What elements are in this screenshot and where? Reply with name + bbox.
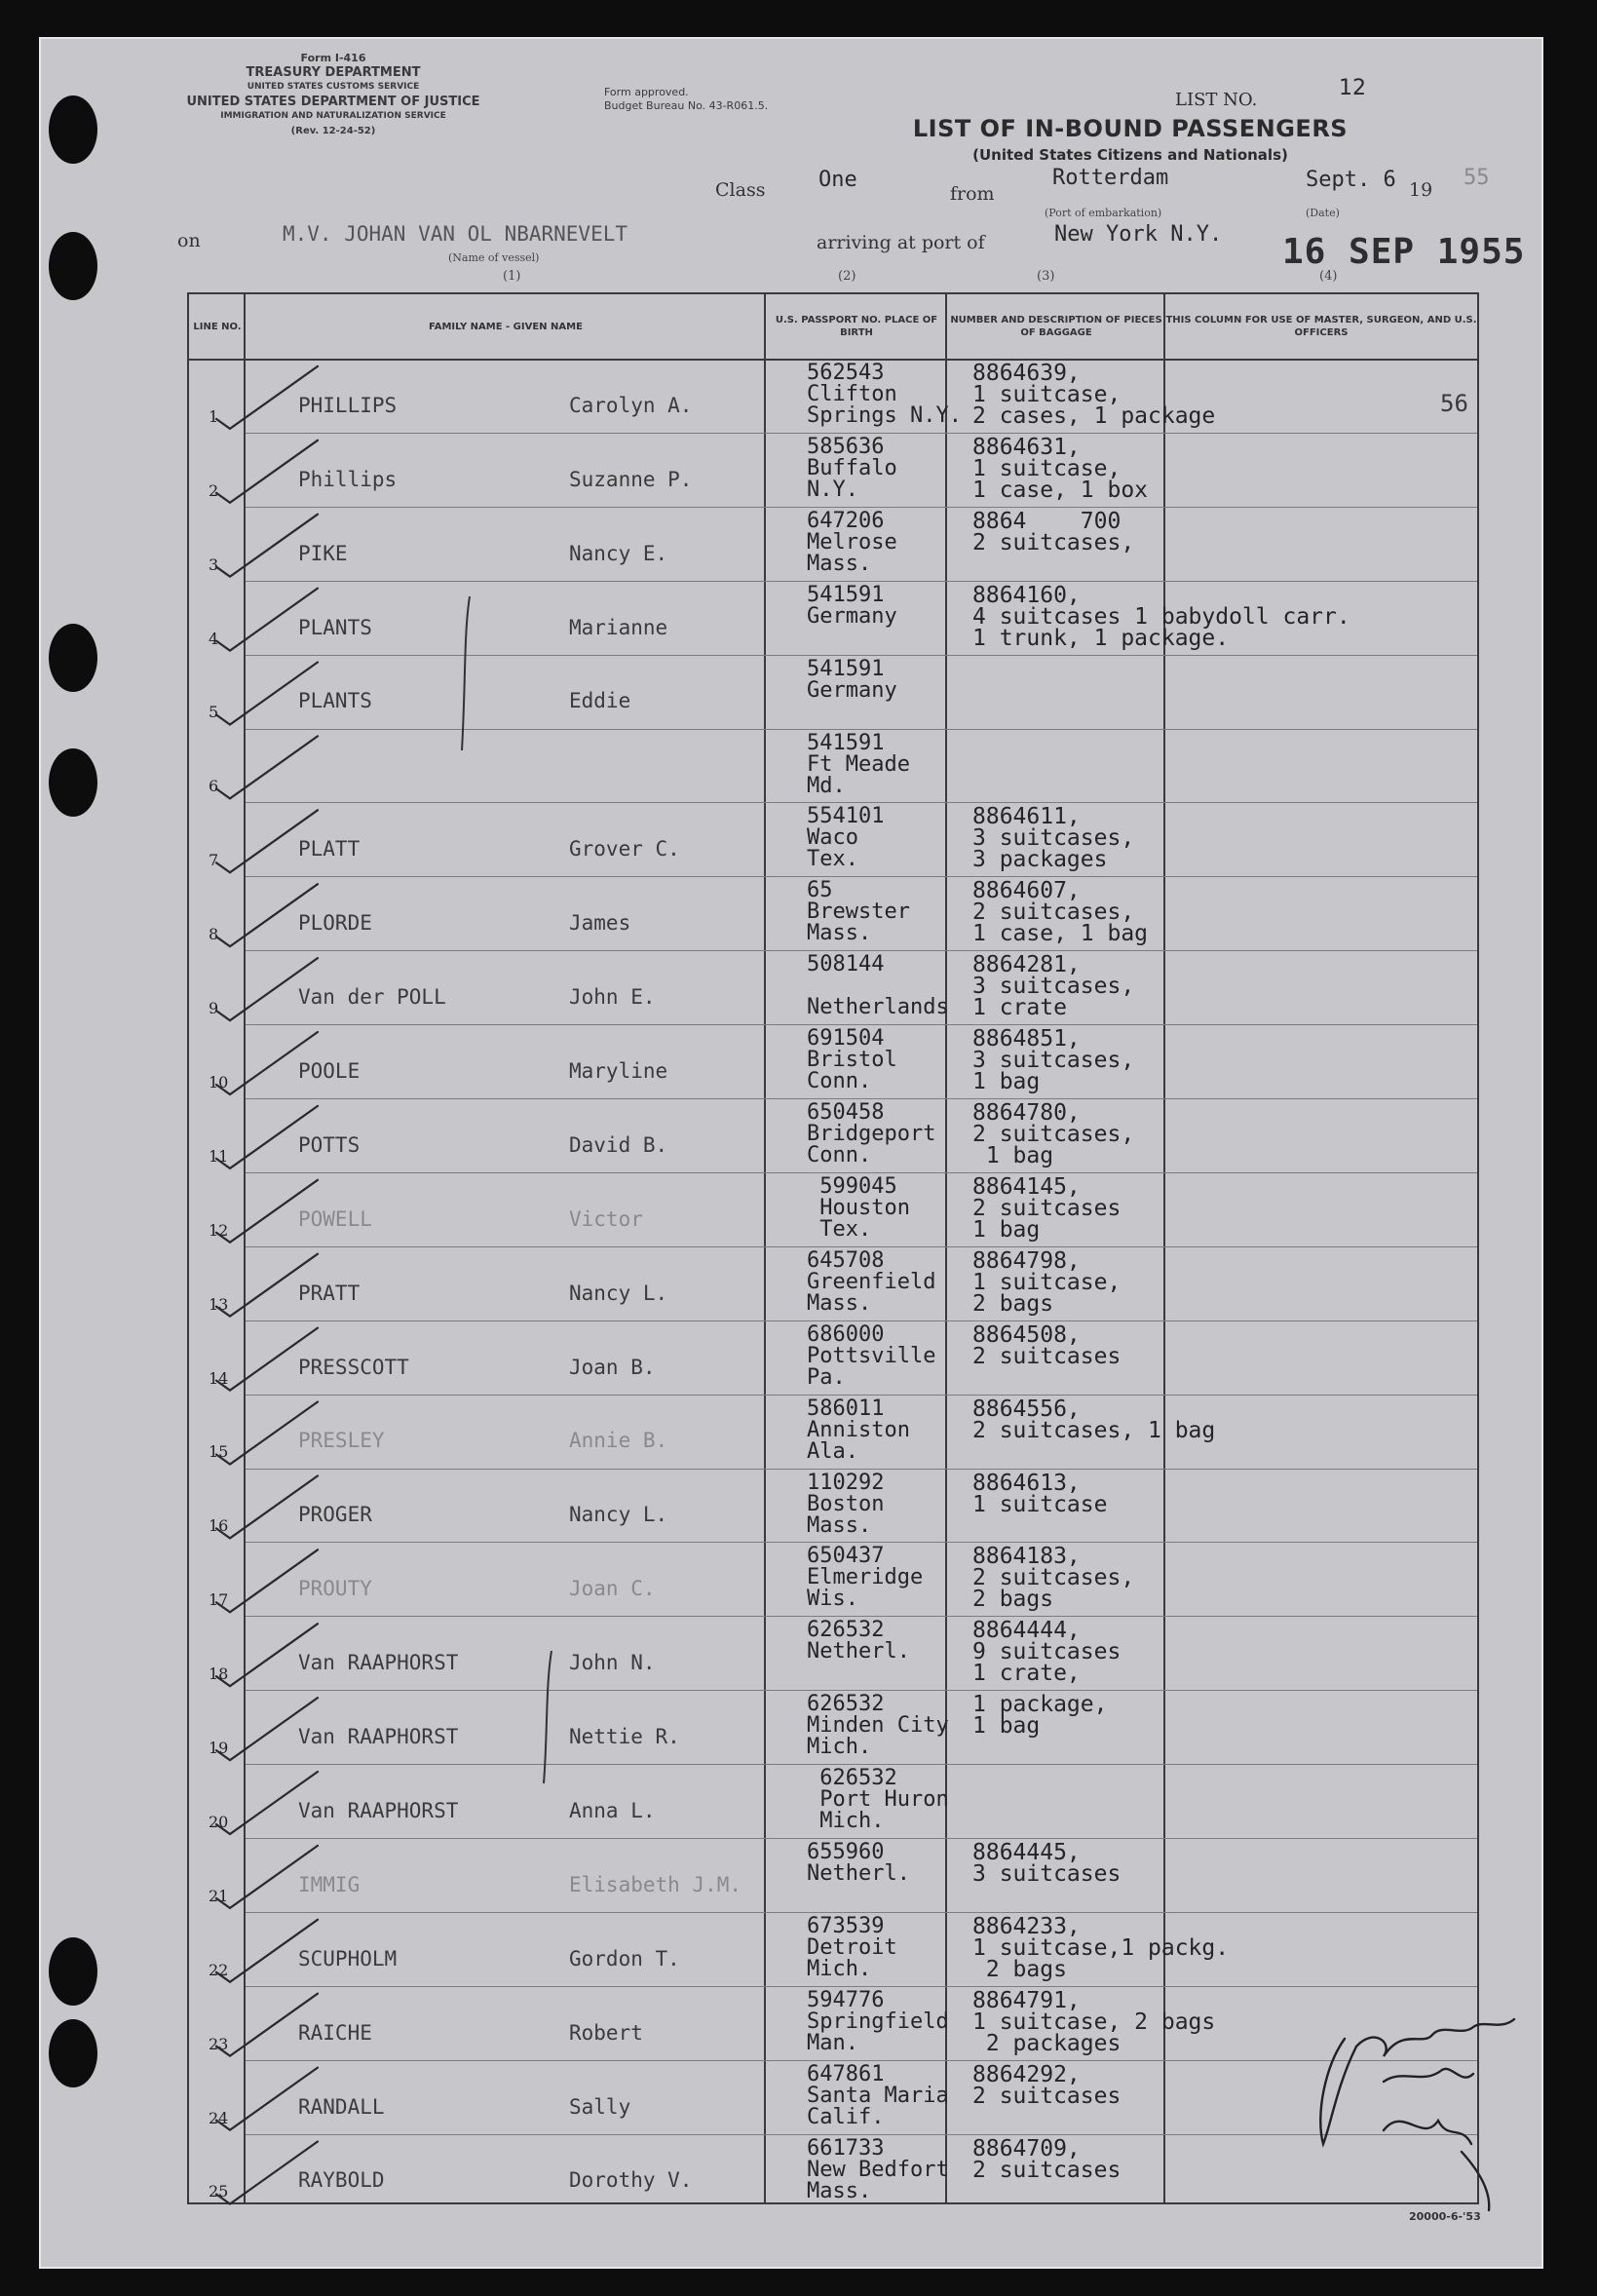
line-number: 16 [209,1516,229,1536]
line-number: 24 [209,2108,229,2127]
passport-birthplace: 599045 Houston Tex. [819,1173,910,1242]
given-name: Grover C. [569,837,680,861]
header-baggage: NUMBER AND DESCRIPTION OF PIECES OF BAGGAGE [950,315,1162,338]
baggage-description: 8864 700 2 suitcases, [972,508,1135,555]
baggage-description: 8864791, 1 suitcase, 2 bags 2 packages [972,1987,1216,2056]
line-number: 12 [209,1220,229,1240]
baggage-description: 8864611, 3 suitcases, 3 packages [972,804,1135,873]
family-name: Van RAAPHORST [298,1725,459,1749]
passport-birthplace: 691504 Bristol Conn. [807,1026,897,1094]
check-mark [216,1402,318,1465]
passport-birthplace: 594776 Springfield Man. [807,1987,949,2055]
line-number: 6 [209,777,219,796]
check-mark [216,1032,318,1094]
baggage-description: 8864613, 1 suitcase [972,1470,1108,1517]
given-name: Elisabeth J.M. [569,1872,742,1896]
given-name: Carolyn A. [569,393,693,417]
line-number: 3 [209,555,219,574]
check-mark [216,1624,318,1686]
check-mark [216,1550,318,1612]
family-name: PLANTS [298,689,372,713]
family-name: Van der POLL [298,985,446,1010]
document-subtitle: (United States Citizens and Nationals) [972,146,1288,164]
vessel-caption: (Name of vessel) [448,251,540,264]
passport-birthplace: 508144 Netherlands [807,952,949,1020]
date-caption: (Date) [1306,207,1340,219]
baggage-description: 8864639, 1 suitcase, 2 cases, 1 package [972,361,1216,429]
family-name: PLATT [298,837,361,861]
passport-birthplace: 647861 Santa Maria Calif. [807,2061,949,2129]
line-number: 19 [209,1739,229,1758]
family-name: RANDALL [298,2094,385,2119]
check-mark [216,810,318,872]
family-name: Van RAAPHORST [298,1798,459,1822]
check-mark [216,1254,318,1317]
given-name: Maryline [569,1058,668,1083]
inspector-signature [1320,2019,1514,2210]
list-no-label: LIST NO. [1175,90,1258,110]
column-number: (1) [503,269,521,284]
passport-birthplace: 647206 Melrose Mass. [807,508,897,576]
baggage-description: 8864281, 3 suitcases, 1 crate [972,952,1135,1021]
line-number: 20 [209,1812,229,1831]
check-mark [216,663,318,725]
given-name: Victor [569,1206,643,1231]
header-name: FAMILY NAME - GIVEN NAME [429,321,583,332]
check-mark [216,958,318,1020]
given-name: Anna L. [569,1798,656,1822]
given-name: Annie B. [569,1429,668,1453]
class-value: One [818,168,857,192]
family-name: Van RAAPHORST [298,1651,459,1675]
form-footer: 20000-6-'53 [1409,2210,1481,2223]
baggage-description: 8864631, 1 suitcase, 1 case, 1 box [972,434,1149,503]
customs-service: UNITED STATES CUSTOMS SERVICE [247,82,420,92]
check-mark [216,1328,318,1391]
year-label: 19 [1409,179,1433,201]
treasury-dept: TREASURY DEPARTMENT [246,65,421,80]
baggage-description: 8864780, 2 suitcases, 1 bag [972,1100,1135,1168]
family-name: POOLE [298,1058,361,1083]
passport-birthplace: 650437 Elmeridge Wis. [807,1544,924,1612]
given-name: Sally [569,2094,631,2119]
passport-birthplace: 586011 Anniston Ala. [807,1396,910,1464]
baggage-description: 8864798, 1 suitcase, 2 bags [972,1247,1122,1317]
arrival-port: New York N.Y. [1054,222,1223,247]
line-number: 2 [209,480,219,500]
port-of-embarkation: Rotterdam [1052,166,1169,190]
arrival-date-stamp: 16 SEP 1955 [1282,232,1526,272]
ins-service: IMMIGRATION AND NATURALIZATION SERVICE [220,111,446,121]
line-number: 7 [209,851,219,870]
header-passport: U.S. PASSPORT NO. PLACE OF BIRTH [775,315,938,338]
line-number: 15 [209,1442,229,1462]
given-name: David B. [569,1132,668,1157]
passport-birthplace: 655960 Netherl. [807,1840,910,1886]
line-number: 14 [209,1368,229,1388]
given-name: Joan C. [569,1577,656,1601]
check-mark [216,1106,318,1168]
passport-birthplace: 110292 Boston Mass. [807,1470,885,1538]
baggage-description: 8864709, 2 suitcases [972,2135,1122,2183]
passport-birthplace: 65 Brewster Mass. [807,878,910,946]
line-number: 9 [209,999,219,1018]
list-no-value: 12 [1339,76,1366,100]
family-name: PLORDE [298,911,372,936]
passport-birthplace: 661733 New Bedfort Mass. [807,2135,949,2203]
line-number: 23 [209,2034,229,2053]
passport-birthplace: 626532 Port Huron Mich. [819,1766,949,1834]
column-number: (3) [1037,269,1055,284]
form-id: Form I-416 [300,52,366,64]
line-number: 22 [209,1960,229,1979]
line-number: 10 [209,1072,229,1091]
family-name: IMMIG [298,1872,361,1896]
check-mark [216,1846,318,1908]
form-revision: (Rev. 12-24-52) [290,126,376,136]
baggage-description: 8864233, 1 suitcase,1 packg. 2 bags [972,1913,1230,1982]
officer-note: 56 [1440,390,1468,417]
document-title: LIST OF IN-BOUND PASSENGERS [912,115,1349,142]
given-name: Robert [569,2020,643,2045]
given-name: Nancy L. [569,1503,668,1527]
passport-birthplace: 541591 Germany [807,656,897,703]
justice-dept: UNITED STATES DEPARTMENT OF JUSTICE [186,95,480,109]
given-name: John E. [569,985,656,1010]
check-mark [216,515,318,577]
family-name: PRESSCOTT [298,1355,409,1379]
check-mark [216,736,318,798]
column-number: (2) [838,269,856,284]
given-name: Nettie R. [569,1725,680,1749]
check-mark [216,1475,318,1538]
family-name: PLANTS [298,615,372,639]
passport-birthplace: 626532 Minden City Mich. [807,1692,949,1760]
check-mark [216,1180,318,1243]
departure-date: Sept. 6 [1306,168,1396,192]
family-name: POWELL [298,1206,372,1231]
family-name: RAYBOLD [298,2168,385,2193]
check-mark [216,366,318,429]
check-mark [216,1920,318,1982]
vessel-name: M.V. JOHAN VAN OL NBARNEVELT [283,222,628,246]
passport-birthplace: 626532 Netherl. [807,1618,910,1665]
baggage-description: 8864292, 2 suitcases [972,2061,1122,2109]
line-number: 5 [209,703,219,722]
family-name: PIKE [298,541,348,565]
check-mark [216,1698,318,1760]
check-mark [216,884,318,946]
line-number: 18 [209,1665,229,1684]
given-name: Nancy E. [569,541,668,565]
family-name: PHILLIPS [298,393,398,417]
baggage-description: 8864445, 3 suitcases [972,1840,1122,1887]
family-name: PROUTY [298,1577,372,1601]
class-label: Class [715,179,766,201]
given-name: Joan B. [569,1355,656,1379]
arriving-label: arriving at port of [817,232,985,253]
budget-bureau-text: Budget Bureau No. 43-R061.5. [604,99,769,112]
passport-birthplace: 650458 Bridgeport Conn. [807,1100,936,1167]
passport-birthplace: 541591 Ft Meade Md. [807,730,910,798]
passport-birthplace: 541591 Germany [807,582,897,629]
given-name: Nancy L. [569,1281,668,1305]
family-name: POTTS [298,1132,361,1157]
header-line-no: LINE NO. [193,321,242,332]
baggage-description: 8864145, 2 suitcases 1 bag [972,1173,1122,1243]
check-mark [216,2142,318,2204]
passport-birthplace: 645708 Greenfield Mass. [807,1247,936,1316]
baggage-description: 1 package, 1 bag [972,1692,1108,1740]
family-name: PROGER [298,1503,372,1527]
family-name: Phillips [298,467,398,491]
check-mark [216,1994,318,2056]
header-officers: THIS COLUMN FOR USE OF MASTER, SURGEON, AND U.S. OFFICERS [1165,315,1477,338]
passport-birthplace: 562543 Clifton Springs N.Y. [807,361,962,428]
family-name: SCUPHOLM [298,1946,398,1971]
port-embark-caption: (Port of embarkation) [1045,207,1162,219]
check-mark [216,1772,318,1834]
given-name: James [569,911,631,936]
baggage-description: 8864508, 2 suitcases [972,1321,1122,1369]
given-name: Eddie [569,689,631,713]
line-number: 4 [209,629,219,648]
family-name: PRATT [298,1281,361,1305]
from-label: from [950,183,995,205]
passport-birthplace: 686000 Pottsville Pa. [807,1321,936,1390]
given-name: Gordon T. [569,1946,680,1971]
baggage-description: 8864556, 2 suitcases, 1 bag [972,1396,1216,1443]
passport-birthplace: 673539 Detroit Mich. [807,1913,897,1981]
column-number: (4) [1319,269,1338,284]
passport-birthplace: 585636 Buffalo N.Y. [807,434,897,502]
line-number: 1 [209,406,219,426]
baggage-description: 8864607, 2 suitcases, 1 case, 1 bag [972,878,1149,947]
family-name: PRESLEY [298,1429,385,1453]
check-mark [216,589,318,651]
bracket-mark [462,596,551,1783]
baggage-description: 8864851, 3 suitcases, 1 bag [972,1026,1135,1095]
given-name: Suzanne P. [569,467,693,491]
line-number: 11 [209,1146,229,1166]
given-name: Marianne [569,615,668,639]
baggage-description: 8864444, 9 suitcases 1 crate, [972,1618,1122,1687]
passport-birthplace: 554101 Waco Tex. [807,804,885,872]
line-number: 17 [209,1590,229,1610]
given-name: John N. [569,1651,656,1675]
check-mark [216,2068,318,2130]
given-name: Dorothy V. [569,2168,693,2193]
on-label: on [177,230,201,251]
form-approved-text: Form approved. [604,86,689,98]
line-number: 25 [209,2182,229,2201]
line-number: 21 [209,1886,229,1905]
year-value: 55 [1464,166,1490,190]
baggage-description: 8864160, 4 suitcases 1 babydoll carr. 1 trunk, 1 package. [972,582,1350,651]
line-number: 13 [209,1294,229,1314]
baggage-description: 8864183, 2 suitcases, 2 bags [972,1544,1135,1613]
check-mark [216,440,318,503]
family-name: RAICHE [298,2020,372,2045]
line-number: 8 [209,925,219,944]
